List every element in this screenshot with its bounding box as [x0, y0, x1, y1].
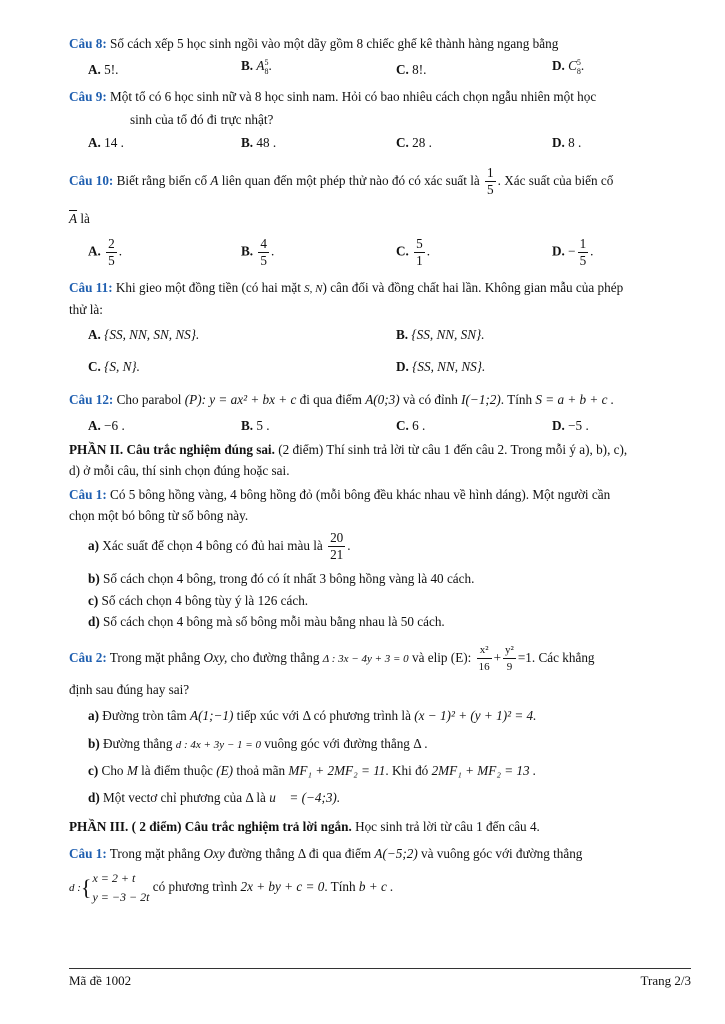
- q9-option-d[interactable]: D. 8 .: [552, 135, 582, 150]
- p2q1-a[interactable]: a) Xác suất để chọn 4 bông có đủ hai màu là $\frac{20}{21}$ .: [88, 530, 351, 563]
- q10-option-a[interactable]: A. $\frac{2}{5}$ .: [88, 236, 123, 268]
- q8-stem: [69, 35, 558, 53]
- q8-option-b[interactable]: B. A 5 8 .: [241, 58, 272, 76]
- q8-option-c[interactable]: C. 8!.: [396, 62, 427, 77]
- footer-exam-code: Mã đề 1002: [69, 973, 132, 988]
- footer-divider: [69, 968, 691, 969]
- q11-option-b[interactable]: B. {SS, NN, SN}.: [396, 327, 485, 342]
- footer-page-number: Trang 2/3: [640, 973, 691, 988]
- p2q1-stem-2: chọn một bó bông từ số bông này.: [69, 508, 249, 523]
- q9-option-b[interactable]: B. 48 .: [241, 135, 277, 150]
- q11-option-d[interactable]: D. {SS, NN, NS}.: [396, 359, 486, 374]
- q12-option-b[interactable]: B. 5 .: [241, 418, 270, 433]
- q8-option-d[interactable]: D. C 5 8 .: [552, 58, 585, 76]
- q10-option-c[interactable]: C. $\frac{5}{1}$ .: [396, 236, 431, 268]
- q9-stem-2: sinh của tổ đó đi trực nhật?: [130, 112, 274, 127]
- p3q1-stem: Câu 1: Trong mặt phẳng Oxy đường thẳng Δ đi qua điểm A(−5;2) và vuông góc với đường thẳng: [69, 846, 583, 861]
- p2q1-d[interactable]: d) Số cách chọn 4 bông mà số bông mỗi màu bằng nhau là 50 cách.: [88, 614, 445, 629]
- part3-heading: PHẦN III. ( 2 điểm) Câu trắc nghiệm trả lời ngắn. Học sinh trả lời từ câu 1 đến câu 4.: [69, 819, 540, 834]
- q11-option-c[interactable]: C. {S, N}.: [88, 359, 140, 374]
- p3q1-stem-2: d :{ x = 2 + t y = −3 − 2t có phương trình 2x + by + c = 0. Tính b + c .: [69, 870, 394, 904]
- p2q2-stem-2: định sau đúng hay sai?: [69, 682, 190, 697]
- q8-text: Số cách xếp 5 học sinh ngồi vào một dãy gồm 8 chiếc ghế kê thành hàng ngang bằng: [110, 36, 559, 51]
- q10-option-d[interactable]: D. − $\frac{1}{5}$ .: [552, 236, 594, 268]
- q9-option-c[interactable]: C. 28 .: [396, 135, 432, 150]
- p2q2-b[interactable]: b) Đường thẳng d : 4x + 3y − 1 = 0 vuông góc với đường thẳng Δ .: [88, 736, 428, 751]
- q12-stem: Câu 12: Cho parabol (P): y = ax² + bx + c đi qua điểm A(0;3) và có đỉnh I(−1;2). Tính S = a + b + c .: [69, 392, 615, 407]
- p2q1-c[interactable]: c) Số cách chọn 4 bông tùy ý là 126 cách.: [88, 593, 309, 608]
- q11-option-a[interactable]: A. {SS, NN, SN, NS}.: [88, 327, 200, 342]
- q8-label: Câu 8:: [69, 36, 107, 51]
- q12-option-d[interactable]: D. −5 .: [552, 418, 589, 433]
- q9-option-a[interactable]: A. 14 .: [88, 135, 124, 150]
- p2q2-a[interactable]: a) Đường tròn tâm A(1;−1) tiếp xúc với Δ có phương trình là (x − 1)² + (y + 1)² = 4.: [88, 708, 537, 723]
- p2q1-stem: Câu 1: Có 5 bông hồng vàng, 4 bông hồng đỏ (mỗi bông đều khác nhau về hình dáng). Một người cần: [69, 487, 611, 502]
- q12-option-c[interactable]: C. 6 .: [396, 418, 426, 433]
- part2-heading-2: d) ở mỗi câu, thí sinh chọn đúng hoặc sai.: [69, 463, 290, 478]
- q11-stem-2: thử là:: [69, 302, 103, 317]
- part2-heading: PHẦN II. Câu trắc nghiệm đúng sai. (2 điểm) Thí sinh trả lời từ câu 1 đến câu 2. Trong mỗi ý a), b), c),: [69, 442, 628, 457]
- q11-stem: Câu 11: Khi gieo một đồng tiền (có hai mặt S, N) cân đối và đồng chất hai lần. Không gian mẫu của phép: [69, 280, 624, 295]
- q8-option-a[interactable]: A. 5!.: [88, 62, 119, 77]
- q10-stem-2: $\overline{A}$ là: [69, 211, 90, 226]
- q10-stem: Câu 10: Biết rằng biến cố A liên quan đến một phép thử nào đó có xác suất là $\frac{1}{5}$ . Xác suất của biến cố: [69, 165, 614, 198]
- q10-option-b[interactable]: B. $\frac{4}{5}$ .: [241, 236, 275, 268]
- p2q2-stem: Câu 2: Trong mặt phẳng Oxy, cho đường thẳng Δ : 3x − 4y + 3 = 0 và elip (E): $\frac{\text{x²}}{16}$ + $\frac{\text{y²}}{9}$ =1. Các khẳng: [69, 644, 595, 674]
- p2q1-b[interactable]: b) Số cách chọn 4 bông, trong đó có ít nhất 3 bông hồng vàng là 40 cách.: [88, 571, 475, 586]
- q9-stem: Câu 9: Một tổ có 6 học sinh nữ và 8 học sinh nam. Hỏi có bao nhiêu cách chọn ngẫu nhiên một học: [69, 89, 597, 104]
- p2q2-d[interactable]: d) Một vectơ chỉ phương của Δ là u⃗ = (−4;3).: [88, 790, 341, 805]
- p2q2-c[interactable]: c) Cho M là điểm thuộc (E) thoả mãn MF₁ + 2MF₂ = 11. Khi đó 2MF₁ + MF₂ = 13 .: [88, 763, 537, 778]
- q12-option-a[interactable]: A. −6 .: [88, 418, 125, 433]
